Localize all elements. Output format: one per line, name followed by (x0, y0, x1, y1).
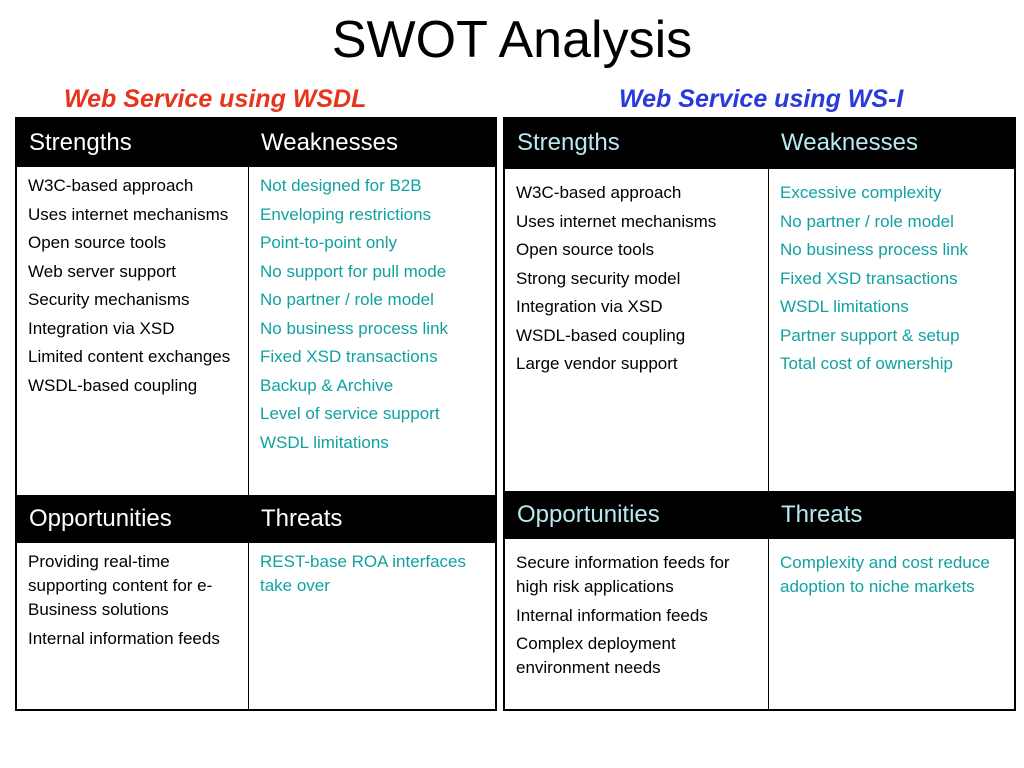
left-heading: Web Service using WSDL (64, 85, 367, 113)
right-heading: Web Service using WS-I (619, 85, 904, 113)
weaknesses-list (260, 174, 485, 455)
list-item: WSDL-based coupling (516, 325, 686, 345)
list-item: Uses internet mechanisms (28, 204, 229, 224)
list-item: Backup & Archive (260, 375, 394, 395)
threats-header: Threats (249, 495, 495, 543)
list-item: WSDL limitations (260, 432, 389, 452)
list-item: Web server support (28, 261, 177, 281)
list-item: Open source tools (28, 233, 166, 252)
list-item: No business process link (780, 240, 969, 259)
list-item: W3C-based approach (28, 176, 194, 195)
list-item: WSDL-based coupling (28, 375, 198, 395)
list-item: Complexity and cost reduce adoption to niche markets (780, 553, 990, 596)
list-item: Internal information feeds (28, 628, 220, 648)
weaknesses-cell (769, 169, 1014, 491)
list-item: Providing real-time supporting content for e-Business solutions (28, 552, 213, 619)
opportunities-list (516, 551, 758, 680)
list-item: W3C-based approach (516, 183, 682, 202)
opportunities-header: Opportunities (505, 491, 769, 539)
list-item: Security mechanisms (28, 290, 190, 309)
threats-header: Threats (769, 491, 1014, 539)
list-item: Internal information feeds (516, 605, 708, 625)
weaknesses-header: Weaknesses (769, 119, 1014, 169)
list-item: Fixed XSD transactions (260, 347, 438, 366)
list-item: No partner / role model (780, 211, 954, 231)
opportunities-cell (505, 539, 769, 709)
opportunities-header: Opportunities (17, 495, 249, 543)
list-item: Excessive complexity (780, 183, 942, 202)
list-item: WSDL limitations (780, 297, 909, 316)
list-item: Integration via XSD (516, 297, 663, 316)
strengths-list (28, 174, 238, 398)
list-item: Open source tools (516, 240, 654, 259)
weaknesses-cell (249, 167, 495, 495)
wsi-swot-table (503, 117, 1016, 711)
list-item: Complex deployment environment needs (516, 634, 676, 677)
strengths-cell (17, 167, 249, 495)
weaknesses-list (780, 181, 1004, 376)
threats-list (260, 550, 485, 598)
threats-list (780, 551, 1004, 599)
strengths-cell (505, 169, 769, 491)
threats-cell (769, 539, 1014, 709)
strengths-list (516, 181, 758, 376)
list-item: Point-to-point only (260, 233, 398, 252)
list-item: Enveloping restrictions (260, 204, 432, 224)
list-item: No partner / role model (260, 290, 434, 309)
list-item: Level of service support (260, 404, 440, 423)
list-item: Large vendor support (516, 354, 678, 373)
opportunities-cell (17, 543, 249, 709)
list-item: No support for pull mode (260, 261, 447, 281)
strengths-header: Strengths (505, 119, 769, 169)
wsdl-swot-table (15, 117, 497, 711)
list-item: Total cost of ownership (780, 354, 953, 373)
list-item: Uses internet mechanisms (516, 211, 717, 231)
slide-title: SWOT Analysis (331, 11, 693, 69)
list-item: Fixed XSD transactions (780, 268, 958, 288)
list-item: No business process link (260, 318, 449, 338)
list-item: Limited content exchanges (28, 347, 231, 366)
opportunities-list (28, 550, 238, 651)
weaknesses-header: Weaknesses (249, 119, 495, 167)
list-item: Partner support & setup (780, 325, 960, 345)
list-item: Strong security model (516, 268, 681, 288)
strengths-header: Strengths (17, 119, 249, 167)
list-item: Integration via XSD (28, 318, 175, 338)
list-item: Secure information feeds for high risk applications (516, 553, 730, 596)
list-item: REST-base ROA interfaces take over (260, 552, 466, 595)
list-item: Not designed for B2B (260, 176, 422, 195)
threats-cell (249, 543, 495, 709)
